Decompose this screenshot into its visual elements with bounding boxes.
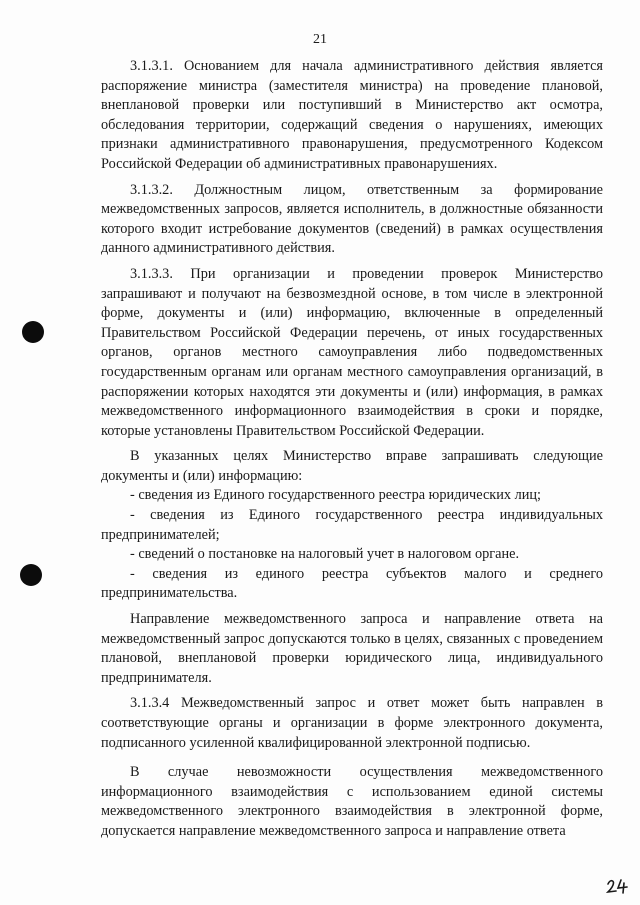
- paragraph-3-1-3-2: 3.1.3.2. Должностным лицом, ответственным за формирование межведомственных запросов, является исполнитель, в должностные обязанности которого входит истребование документов (сведений) в рамках осуществления данного административного действия.: [101, 181, 603, 257]
- paragraph-impossibility-case: В случае невозможности осуществления межведомственного информационного взаимодействия с использованием единой системы межведомственного электронного взаимодействия в электронной форме, допускается направление межведомственного запроса и направление ответа: [101, 764, 603, 839]
- document-body: [101, 57, 603, 842]
- punch-hole: [22, 321, 44, 343]
- paragraph-3-1-3-1: 3.1.3.1. Основанием для начала административного действия является распоряжение министра (заместителя министра) на проведение плановой, внеплановой проверки или поступивший в Министерство акт осмотра, обследования территории, содержащий сведения о нарушениях, имеющих признаки административного правонарушения, предусмотренного Кодексом Российской Федерации об административных правонарушениях.: [101, 58, 603, 172]
- paragraph-3-1-3-4: 3.1.3.4 Межведомственный запрос и ответ может быть направлен в соответствующие органы и организации в форме электронного документа, подписанного усиленной квалифицированной электронной подписью.: [101, 695, 603, 751]
- list-item: - сведения из единого реестра субъектов малого и среднего предпринимательства.: [101, 565, 603, 602]
- paragraph-request-purpose: Направление межведомственного запроса и направление ответа на межведомственный запрос допускаются только в целях, связанных с проведением плановой, внеплановой проверки юридического лица, индивидуального предпринимателя.: [101, 611, 603, 686]
- page-number: 21: [313, 32, 327, 47]
- paragraph-requested-documents: В указанных целях Министерство вправе запрашивать следующие документы и (или) информацию:: [101, 448, 603, 484]
- list-item: - сведения из Единого государственного реестра юридических лиц;: [130, 487, 542, 504]
- list-item: - сведений о постановке на налоговый учет в налоговом органе.: [130, 546, 520, 563]
- paragraph-3-1-3-3: 3.1.3.3. При организации и проведении проверок Министерство запрашивают и получают на безвозмездной основе, в том числе в электронной форме, документы и (или) информацию, включенные в определенный Правительством Российской Федерации перечень, от иных государственных органов, органов местного самоуправления либо подведомственных государственным органам или органам местного самоуправления организаций, в распоряжении которых находятся эти документы и (или) информация, в рамках межведомственного информационного взаимодействия в сроки и порядке, которые установлены Правительством Российской Федерации.: [101, 265, 603, 439]
- list-item: - сведения из Единого государственного реестра индивидуальных предпринимателей;: [101, 507, 603, 543]
- handwritten-page-mark: [606, 878, 630, 894]
- punch-hole: [20, 564, 42, 586]
